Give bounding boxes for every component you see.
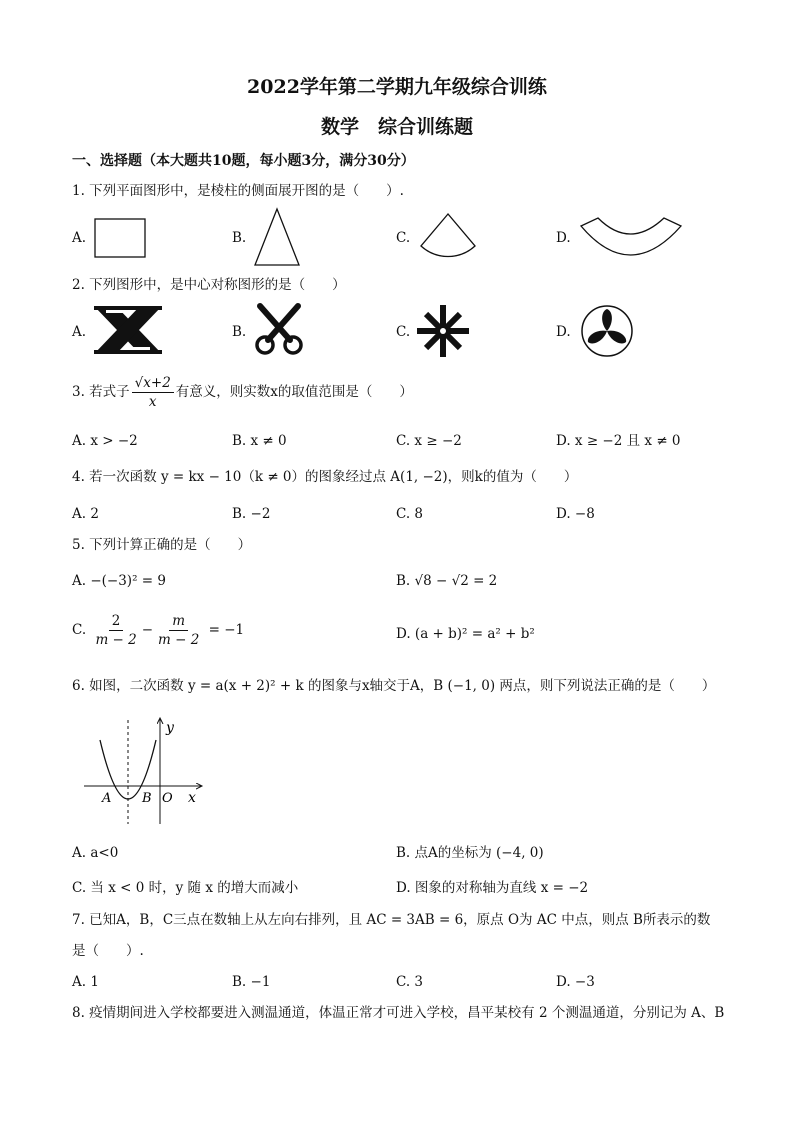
q5-c-fraction-1 (92, 612, 139, 649)
q5-option-c: C. $\frac{2}{m - 2}$ − $\frac{m}{m - 2}$ = −1 (72, 613, 245, 648)
q6-option-d: D. 图象的对称轴为直线 x = −2 (396, 880, 589, 896)
q3-stem-post: 有意义，则实数x的取值范围是（ ） (175, 384, 413, 400)
question-4-stem: 4. 若一次函数 y = kx − 10（k ≠ 0）的图象经过点 A(1, −2)，则k的值为（ ） (72, 469, 578, 485)
q3-option-d: D. x ≥ −2 且 x ≠ 0 (556, 433, 681, 449)
q6-option-b: B. 点A的坐标为 (−4, 0) (396, 845, 544, 861)
q3-fraction-numerator: √x+2 (132, 374, 174, 393)
sector-icon (418, 213, 478, 263)
question-5-stem: 5. 下列计算正确的是（ ） (72, 537, 252, 553)
question-6-stem: 6. 如图，二次函数 y = a(x + 2)² + k 的图象与x轴交于A，B (−1, 0) 两点，则下列说法正确的是（ ） (72, 678, 716, 694)
q5-option-a: A. −(−3)² = 9 (72, 573, 166, 589)
q2-option-a-label: A. (72, 324, 87, 340)
q3-option-c: C. x ≥ −2 (396, 433, 462, 449)
parabola-graph (80, 712, 210, 828)
origin-label: O (162, 791, 173, 806)
q1-option-c-label: C. (396, 230, 411, 246)
x-logo-icon (92, 304, 164, 356)
question-8-stem: 8. 疫情期间进入学校都要进入测温通道，体温正常才可进入学校，昌平某校有 2 个测温通道，分别记为 A、B (72, 1005, 725, 1021)
q4-option-d: D. −8 (556, 506, 595, 522)
q5-option-b: B. √8 − √2 = 2 (396, 573, 498, 589)
q3-stem-pre: 3. 若式子 (72, 384, 130, 400)
q2-option-d-label: D. (556, 324, 571, 340)
q5-option-d: D. (a + b)² = a² + b² (396, 626, 535, 642)
snowflake-icon (416, 304, 470, 358)
q5-c-f2-denominator: m − 2 (158, 632, 200, 648)
q6-option-c: C. 当 x < 0 时，y 随 x 的增大而减小 (72, 880, 299, 896)
rectangle-icon (94, 218, 146, 258)
q7-option-c: C. 3 (396, 974, 424, 990)
point-b-label: B (142, 791, 152, 806)
triangle-icon (254, 208, 300, 266)
q5-option-c-label: C. (72, 622, 87, 638)
annular-sector-icon (580, 216, 682, 262)
y-axis-label: y (166, 720, 174, 736)
document-subtitle: 数学 综合训练题 (320, 116, 473, 138)
document-title: 2022学年第二学期九年级综合训练 (247, 76, 547, 98)
q1-option-d-label: D. (556, 230, 571, 246)
question-2-stem: 2. 下列图形中，是中心对称图形的是（ ） (72, 277, 346, 293)
scissors-icon (252, 304, 306, 356)
section-heading: 一、选择题（本大题共10题，每小题3分，满分30分） (72, 153, 415, 169)
point-a-label: A (102, 791, 112, 806)
x-axis-label: x (188, 790, 196, 806)
q7-option-b: B. −1 (232, 974, 271, 990)
q4-option-c: C. 8 (396, 506, 424, 522)
q3-option-a: A. x > −2 (72, 433, 138, 449)
q5-c-f2-numerator: m (169, 612, 188, 631)
q4-option-b: B. −2 (232, 506, 271, 522)
question-3-stem (72, 374, 413, 411)
q3-fraction-denominator: x (148, 394, 157, 410)
q5-c-tail: = −1 (208, 622, 245, 638)
question-7-line-2: 是（ ）. (72, 943, 144, 959)
question-1-stem: 1. 下列平面图形中，是棱柱的侧面展开图的是（ ）. (72, 183, 404, 199)
q3-fraction (132, 374, 174, 411)
q3-option-b: B. x ≠ 0 (232, 433, 287, 449)
q1-option-a-label: A. (72, 230, 87, 246)
q5-c-f1-numerator: 2 (109, 612, 124, 631)
q6-option-a: A. a<0 (72, 845, 119, 861)
question-7-line-1: 7. 已知A，B，C三点在数轴上从左向右排列，且 AC = 3AB = 6，原点 O为 AC 中点，则点 B所表示的数 (72, 912, 711, 928)
q2-option-b-label: B. (232, 324, 247, 340)
q5-c-fraction-2 (155, 612, 202, 649)
q7-option-d: D. −3 (556, 974, 595, 990)
q1-option-b-label: B. (232, 230, 247, 246)
q5-c-f1-denominator: m − 2 (95, 632, 137, 648)
q2-option-c-label: C. (396, 324, 411, 340)
three-petal-icon (580, 304, 634, 358)
q7-option-a: A. 1 (72, 974, 99, 990)
q4-option-a: A. 2 (72, 506, 99, 522)
